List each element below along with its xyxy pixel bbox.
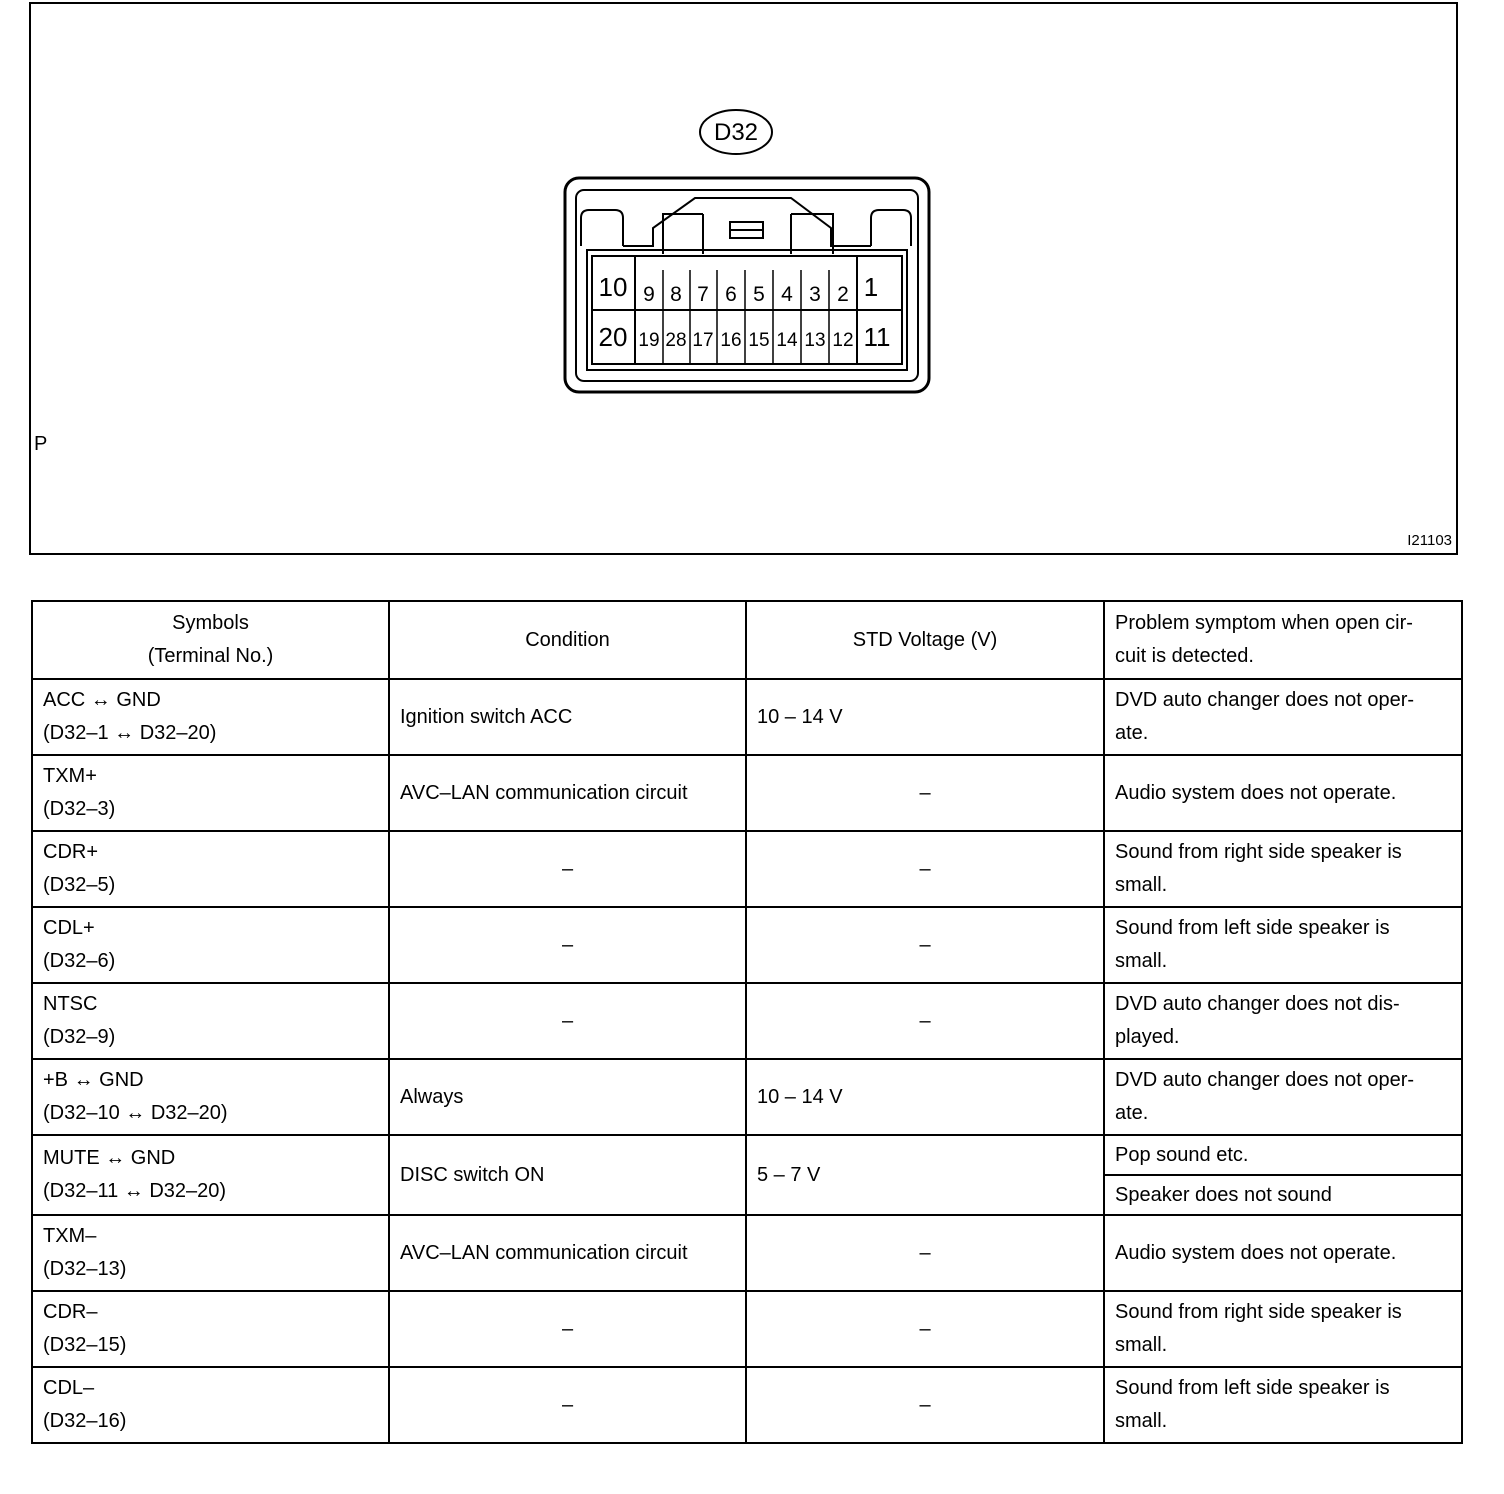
pin-label: 12 <box>832 330 854 351</box>
key-slot <box>703 214 791 254</box>
figure-id: I21103 <box>1407 532 1452 549</box>
terminal-spec-table <box>31 600 1463 1444</box>
left-tab <box>581 210 623 246</box>
symptom-cell: Audio system does not operate. <box>1104 755 1462 831</box>
pin-label: 14 <box>776 330 798 351</box>
pin-label: 8 <box>670 283 682 306</box>
symptom-cell: Audio system does not operate. <box>1104 1215 1462 1291</box>
symptom-cell: Sound from right side speaker is small. <box>1104 1291 1462 1367</box>
symptom-cell: Speaker does not sound <box>1104 1175 1462 1215</box>
symbol-cell: CDL– (D32–16) <box>32 1367 389 1443</box>
pin-label: 15 <box>748 330 770 351</box>
table-row <box>32 1291 1462 1367</box>
symbol-cell: NTSC (D32–9) <box>32 983 389 1059</box>
symptom-cell: DVD auto changer does not oper- ate. <box>1104 679 1462 755</box>
condition-cell: – <box>389 983 746 1059</box>
pin-label: 28 <box>665 330 687 351</box>
pin-label: 2 <box>837 283 849 306</box>
condition-cell: Always <box>389 1059 746 1135</box>
condition-cell: DISC switch ON <box>389 1135 746 1215</box>
symbol-cell: CDR– (D32–15) <box>32 1291 389 1367</box>
header-problem-symptom: Problem symptom when open cir- cuit is detected. <box>1104 601 1462 679</box>
condition-cell: Ignition switch ACC <box>389 679 746 755</box>
side-label: P <box>34 433 48 455</box>
table-row <box>32 755 1462 831</box>
pin-label: 20 <box>598 322 628 352</box>
pin-label: 4 <box>781 283 793 306</box>
voltage-cell: 10 – 14 V <box>746 679 1104 755</box>
table-row <box>32 1135 1462 1175</box>
pin-label: 7 <box>697 283 709 306</box>
table-row <box>32 679 1462 755</box>
voltage-cell: – <box>746 983 1104 1059</box>
pin-label: 19 <box>638 330 660 351</box>
table-header-row <box>32 601 1462 679</box>
table-row <box>32 1059 1462 1135</box>
symbol-cell: ACC ↔ GND (D32–1 ↔ D32–20) <box>32 679 389 755</box>
table-row <box>32 907 1462 983</box>
symptom-cell: DVD auto changer does not oper- ate. <box>1104 1059 1462 1135</box>
symptom-cell: DVD auto changer does not dis- played. <box>1104 983 1462 1059</box>
voltage-cell: – <box>746 1367 1104 1443</box>
connector-diagram <box>31 4 1460 557</box>
symptom-cell: Pop sound etc. <box>1104 1135 1462 1175</box>
pin-label: 6 <box>725 283 737 306</box>
pin-label: 1 <box>863 272 879 302</box>
symbol-cell: TXM+ (D32–3) <box>32 755 389 831</box>
pin-label: 5 <box>753 283 765 306</box>
symbol-cell: +B ↔ GND (D32–10 ↔ D32–20) <box>32 1059 389 1135</box>
condition-cell: AVC–LAN communication circuit <box>389 1215 746 1291</box>
table-row <box>32 1367 1462 1443</box>
table-row <box>32 983 1462 1059</box>
pin-label: 17 <box>692 330 714 351</box>
symbol-cell: CDR+ (D32–5) <box>32 831 389 907</box>
pin-label: 11 <box>863 322 891 352</box>
pin-label: 10 <box>598 272 628 302</box>
condition-cell: – <box>389 1367 746 1443</box>
symptom-cell: Sound from right side speaker is small. <box>1104 831 1462 907</box>
symptom-cell: Sound from left side speaker is small. <box>1104 1367 1462 1443</box>
voltage-cell: 10 – 14 V <box>746 1059 1104 1135</box>
voltage-cell: – <box>746 831 1104 907</box>
pin-label: 16 <box>720 330 742 351</box>
header-condition: Condition <box>389 601 746 679</box>
condition-cell: AVC–LAN communication circuit <box>389 755 746 831</box>
right-tab <box>871 210 911 246</box>
header-symbols: Symbols (Terminal No.) <box>32 601 389 679</box>
connector-figure <box>29 2 1458 555</box>
connector-code-label: D32 <box>713 119 759 146</box>
condition-cell: – <box>389 1291 746 1367</box>
symbol-cell: TXM– (D32–13) <box>32 1215 389 1291</box>
voltage-cell: 5 – 7 V <box>746 1135 1104 1215</box>
condition-cell: – <box>389 907 746 983</box>
header-std-voltage: STD Voltage (V) <box>746 601 1104 679</box>
pin-label: 13 <box>804 330 826 351</box>
pin-label: 9 <box>643 283 655 306</box>
condition-cell: – <box>389 831 746 907</box>
voltage-cell: – <box>746 1291 1104 1367</box>
pin-label: 3 <box>809 283 821 306</box>
key-inner <box>663 214 833 254</box>
voltage-cell: – <box>746 1215 1104 1291</box>
voltage-cell: – <box>746 907 1104 983</box>
voltage-cell: – <box>746 755 1104 831</box>
symbol-cell: CDL+ (D32–6) <box>32 907 389 983</box>
table-row <box>32 1215 1462 1291</box>
table-row <box>32 831 1462 907</box>
symptom-cell: Sound from left side speaker is small. <box>1104 907 1462 983</box>
symbol-cell: MUTE ↔ GND (D32–11 ↔ D32–20) <box>32 1135 389 1215</box>
